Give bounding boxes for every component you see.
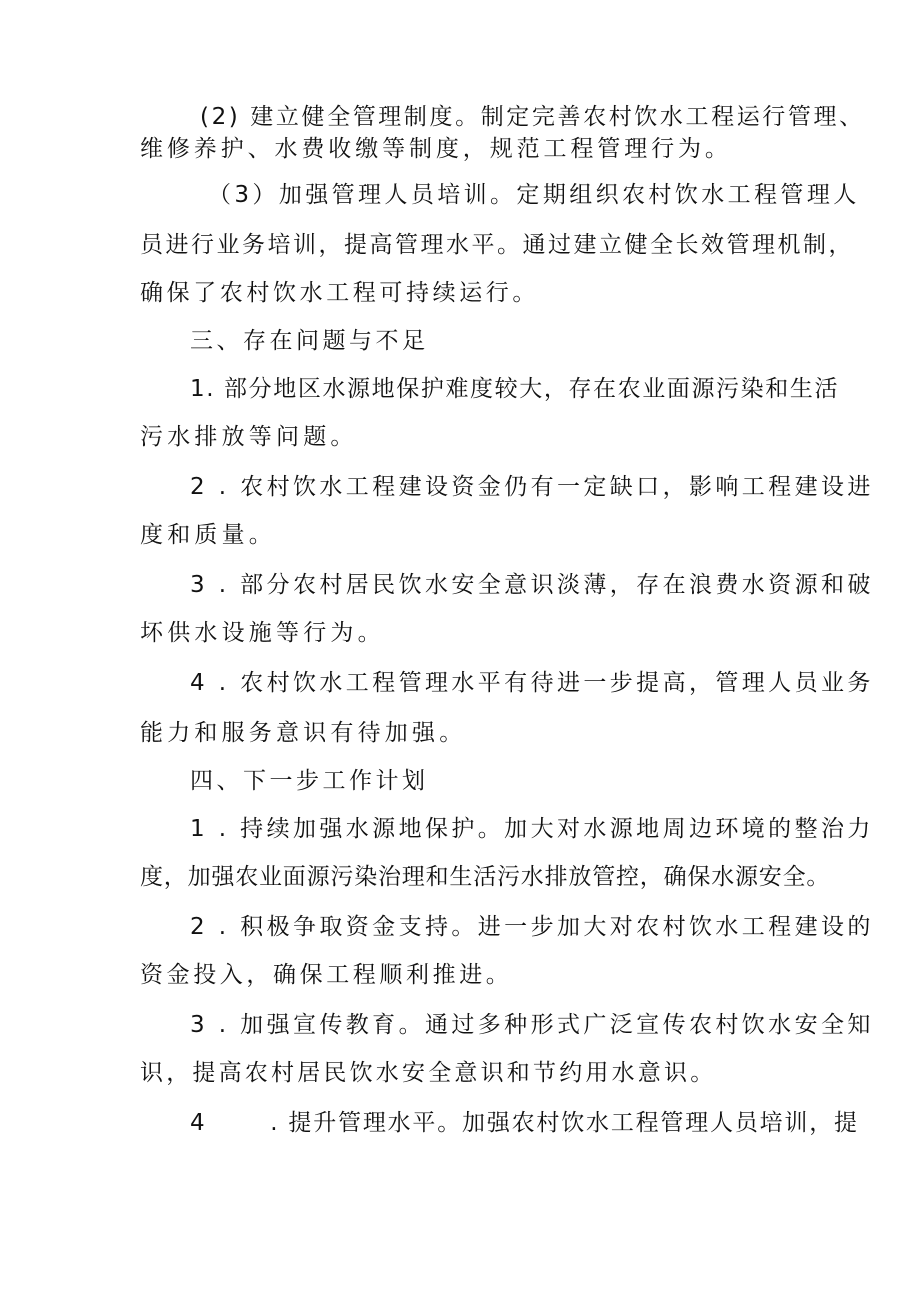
paragraph-line: 2 . 农村饮水工程建设资金仍有一定缺口，影响工程建设进	[190, 474, 874, 500]
paragraph-line: 员进行业务培训，提高管理水平。通过建立健全长效管理机制，	[140, 232, 854, 258]
paragraph-line: 1 . 持续加强水源地保护。加大对水源地周边环境的整治力	[190, 816, 874, 842]
paragraph-line: 4 . 提升管理水平。加强农村饮水工程管理人员培训，提	[190, 1110, 859, 1136]
paragraph-line: （3）加强管理人员培训。定期组织农村饮水工程管理人	[208, 182, 860, 208]
paragraph-line: 3 . 加强宣传教育。通过多种形式广泛宣传农村饮水安全知	[190, 1012, 874, 1038]
paragraph-line: 污水排放等问题。	[140, 424, 358, 450]
paragraph-line: (2) 建立健全管理制度。制定完善农村饮水工程运行管理、	[200, 104, 865, 130]
paragraph-line: 识，提高农村居民饮水安全意识和节约用水意识。	[140, 1060, 717, 1086]
paragraph-line: 3 . 部分农村居民饮水安全意识淡薄，存在浪费水资源和破	[190, 572, 874, 598]
paragraph-line: 度，加强农业面源污染治理和生活污水排放管控，确保水源安全。	[140, 864, 831, 890]
paragraph-line: 坏供水设施等行为。	[140, 620, 385, 646]
paragraph-line: 维修养护、水费收缴等制度，规范工程管理行为。	[140, 136, 732, 162]
paragraph-line: 1. 部分地区水源地保护难度较大，存在农业面源污染和生活	[190, 376, 840, 402]
paragraph-line: 资金投入，确保工程顺利推进。	[140, 962, 513, 988]
paragraph-line: 度和质量。	[140, 522, 276, 548]
paragraph-line: 能力和服务意识有待加强。	[140, 720, 467, 746]
paragraph-line: 4 . 农村饮水工程管理水平有待进一步提高，管理人员业务	[190, 670, 874, 696]
paragraph-line: 确保了农村饮水工程可持续运行。	[140, 280, 539, 306]
section-heading: 四、下一步工作计划	[190, 768, 429, 794]
section-heading: 三、存在问题与不足	[190, 328, 429, 354]
paragraph-line: 2 . 积极争取资金支持。进一步加大对农村饮水工程建设的	[190, 914, 874, 940]
